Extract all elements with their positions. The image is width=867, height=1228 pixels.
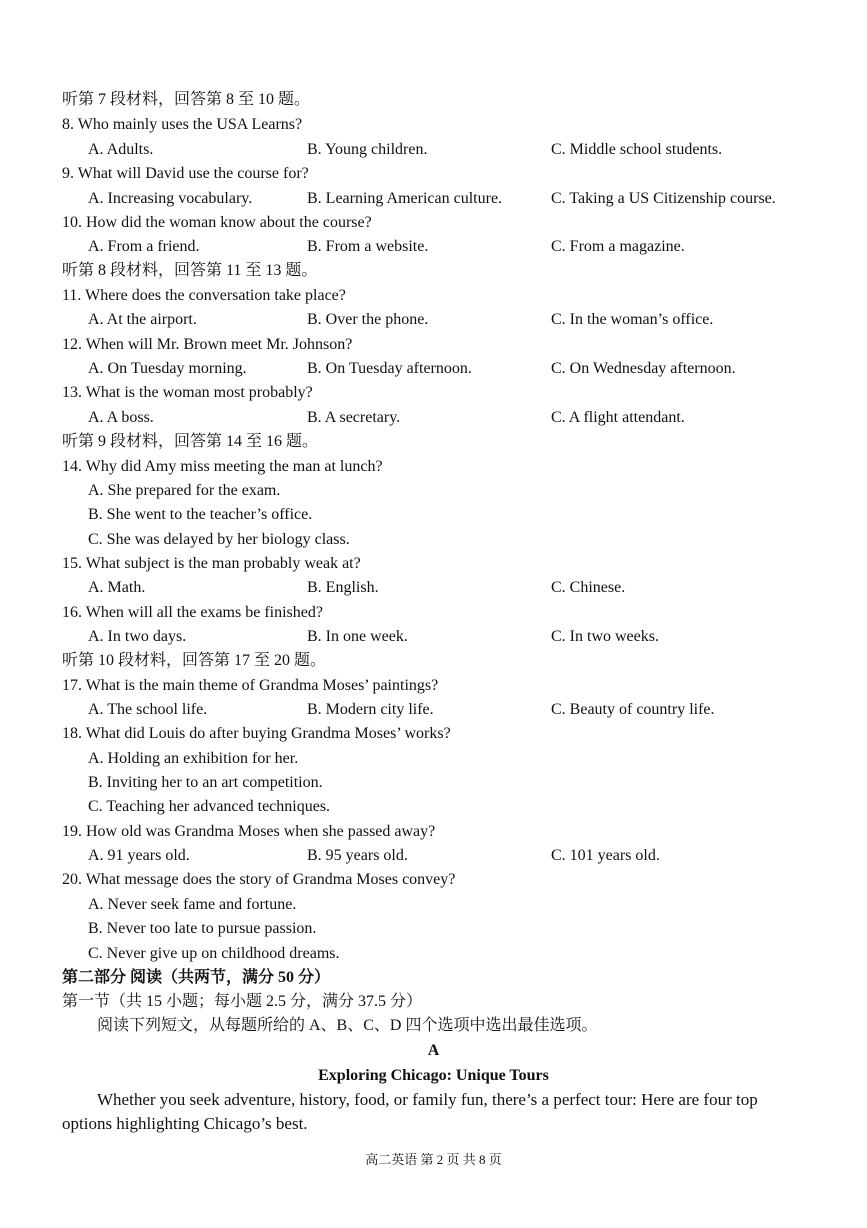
question-9-option-c: C. Taking a US Citizenship course. bbox=[551, 190, 776, 207]
part-two-title: 第二部分 阅读（共两节，满分 50 分） bbox=[62, 969, 331, 986]
passage-paragraph-line-2: options highlighting Chicago’s best. bbox=[62, 1114, 308, 1133]
page-footer: 高二英语 第 2 页 共 8 页 bbox=[365, 1152, 502, 1167]
question-11-option-c: C. In the woman’s office. bbox=[551, 311, 714, 328]
question-13-stem: 13. What is the woman most probably? bbox=[62, 384, 313, 401]
question-16-option-b: B. In one week. bbox=[307, 628, 408, 645]
question-11-option-a: A. At the airport. bbox=[88, 311, 197, 328]
question-19-option-a: A. 91 years old. bbox=[88, 847, 190, 864]
question-18-option-a: A. Holding an exhibition for her. bbox=[88, 750, 299, 767]
question-8-option-a: A. Adults. bbox=[88, 141, 154, 158]
question-17-stem: 17. What is the main theme of Grandma Moses’ paintings? bbox=[62, 677, 439, 694]
question-8-option-b: B. Young children. bbox=[307, 141, 428, 158]
question-10-option-b: B. From a website. bbox=[307, 238, 429, 255]
question-9-stem: 9. What will David use the course for? bbox=[62, 165, 309, 182]
reading-instruction: 阅读下列短文，从每题所给的 A、B、C、D 四个选项中选出最佳选项。 bbox=[97, 1017, 598, 1034]
question-10-stem: 10. How did the woman know about the course? bbox=[62, 214, 372, 231]
question-20-option-b: B. Never too late to pursue passion. bbox=[88, 920, 317, 937]
question-15-option-c: C. Chinese. bbox=[551, 579, 626, 596]
question-16-option-a: A. In two days. bbox=[88, 628, 187, 645]
question-11-option-b: B. Over the phone. bbox=[307, 311, 429, 328]
question-14-stem: 14. Why did Amy miss meeting the man at lunch? bbox=[62, 458, 383, 475]
question-19-stem: 19. How old was Grandma Moses when she passed away? bbox=[62, 823, 436, 840]
question-11-stem: 11. Where does the conversation take place? bbox=[62, 287, 346, 304]
question-18-option-c: C. Teaching her advanced techniques. bbox=[88, 798, 331, 815]
section-heading-7: 听第 7 段材料，回答第 8 至 10 题。 bbox=[62, 91, 311, 108]
question-13-option-b: B. A secretary. bbox=[307, 409, 401, 426]
question-10-option-c: C. From a magazine. bbox=[551, 238, 685, 255]
question-9-option-b: B. Learning American culture. bbox=[307, 190, 503, 207]
question-13-option-c: C. A flight attendant. bbox=[551, 409, 685, 426]
section-heading-9: 听第 9 段材料，回答第 14 至 16 题。 bbox=[62, 433, 319, 450]
question-19-option-b: B. 95 years old. bbox=[307, 847, 408, 864]
question-15-option-b: B. English. bbox=[307, 579, 379, 596]
passage-letter: A bbox=[427, 1042, 440, 1059]
question-20-stem: 20. What message does the story of Grandma Moses convey? bbox=[62, 871, 456, 888]
question-9-option-a: A. Increasing vocabulary. bbox=[88, 190, 253, 207]
question-16-stem: 16. When will all the exams be finished? bbox=[62, 604, 323, 621]
question-18-option-b: B. Inviting her to an art competition. bbox=[88, 774, 323, 791]
question-8-stem: 8. Who mainly uses the USA Learns? bbox=[62, 116, 303, 133]
question-17-option-a: A. The school life. bbox=[88, 701, 208, 718]
question-14-option-a: A. She prepared for the exam. bbox=[88, 482, 281, 499]
question-10-option-a: A. From a friend. bbox=[88, 238, 200, 255]
section-heading-10: 听第 10 段材料，回答第 17 至 20 题。 bbox=[62, 652, 327, 669]
question-15-stem: 15. What subject is the man probably weak at? bbox=[62, 555, 361, 572]
question-13-option-a: A. A boss. bbox=[88, 409, 154, 426]
question-12-option-a: A. On Tuesday morning. bbox=[88, 360, 247, 377]
question-14-option-c: C. She was delayed by her biology class. bbox=[88, 531, 350, 548]
question-12-option-c: C. On Wednesday afternoon. bbox=[551, 360, 736, 377]
question-19-option-c: C. 101 years old. bbox=[551, 847, 660, 864]
question-20-option-a: A. Never seek fame and fortune. bbox=[88, 896, 297, 913]
section-one-heading: 第一节（共 15 小题；每小题 2.5 分，满分 37.5 分） bbox=[62, 993, 423, 1010]
section-heading-8: 听第 8 段材料，回答第 11 至 13 题。 bbox=[62, 262, 318, 279]
question-17-option-b: B. Modern city life. bbox=[307, 701, 434, 718]
question-16-option-c: C. In two weeks. bbox=[551, 628, 659, 645]
passage-title: Exploring Chicago: Unique Tours bbox=[318, 1067, 549, 1084]
question-14-option-b: B. She went to the teacher’s office. bbox=[88, 506, 313, 523]
passage-paragraph-line-1: Whether you seek adventure, history, food, or family fun, there’s a perfect tour: Here are four top bbox=[97, 1090, 758, 1109]
question-12-stem: 12. When will Mr. Brown meet Mr. Johnson? bbox=[62, 336, 353, 353]
question-18-stem: 18. What did Louis do after buying Grandma Moses’ works? bbox=[62, 725, 451, 742]
question-15-option-a: A. Math. bbox=[88, 579, 146, 596]
question-8-option-c: C. Middle school students. bbox=[551, 141, 723, 158]
question-20-option-c: C. Never give up on childhood dreams. bbox=[88, 945, 340, 962]
question-12-option-b: B. On Tuesday afternoon. bbox=[307, 360, 472, 377]
question-17-option-c: C. Beauty of country life. bbox=[551, 701, 715, 718]
